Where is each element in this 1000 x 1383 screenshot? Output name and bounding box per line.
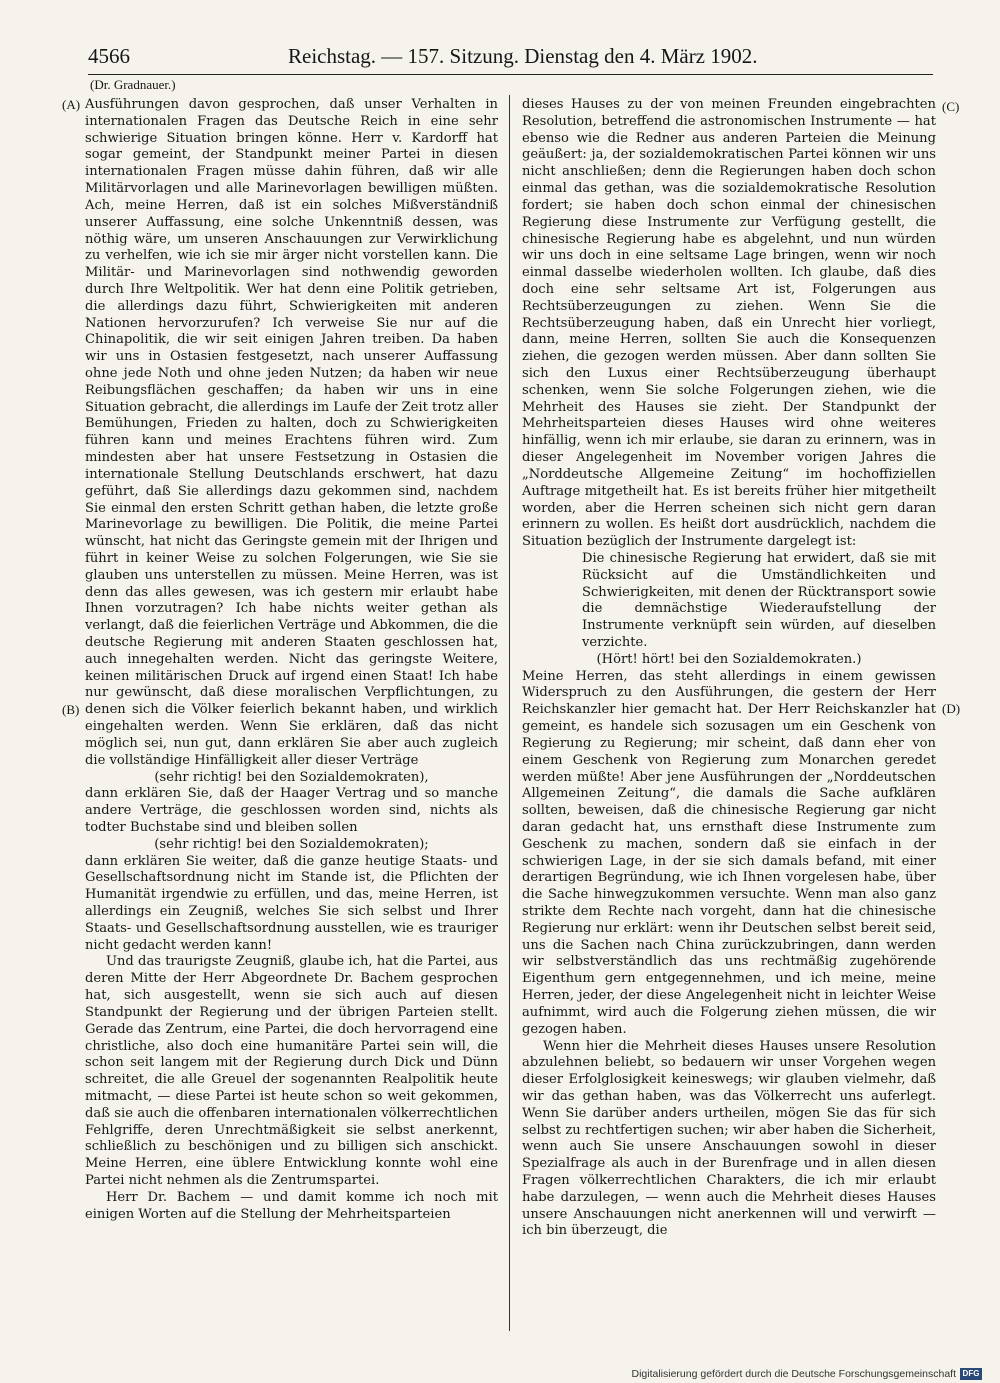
interjection: (sehr richtig! bei den Sozialdemokraten), bbox=[154, 769, 429, 785]
margin-marker-a: (A) bbox=[62, 97, 81, 112]
paragraph: Wenn hier die Mehrheit dieses Hauses unsere Resolution abzulehnen beliebt, so bedauern wir unser Vorgehen wegen dieser Erfolglosigkeit keineswegs; wir glauben vielmehr, daß wir das gethan haben, was das Völkerrecht uns auferlegt. Wenn Sie darüber anders urtheilen, mögen Sie das für sich selbst zu rechtfertigen suchen; wir aber haben die Sicherheit, wenn auch Sie unsere Anschauungen sowohl in dieser Spezialfrage als auch in der Burenfrage und in allen diesen Fragen völkerrechtlichen Charakters, die ich mir erlaubt habe darzulegen, — wenn auch die Mehrheit dieses Hauses unsere Anschauungen nicht anerkennen will und verwirft — ich bin überzeugt, die bbox=[522, 1038, 936, 1239]
margin-marker-b: (B) bbox=[62, 702, 80, 717]
paragraph: Meine Herren, das steht allerdings in einem gewissen Widerspruch zu den Ausführungen, die gestern der Herr Reichskanzler hier gemacht hat. Der Herr Reichskanzler hat gemeint, es handele sich sozusagen um ein Geschenk von Regierung zu Regierung; mir scheint, daß dann eher von einem Geschenk von Regierung zum Monarchen geredet werden müßte! Aber jene Ausführungen der „Norddeutschen Allgemeinen Zeitung“, die damals die Sache aufklären sollten, beweisen, daß die chinesische Regierung gar nicht daran gedacht hat, uns ernsthaft diese Instrumente zum Geschenk zu machen, sondern daß sie einfach in der schwierigen Lage, in der sie sich damals befand, mit einer derartigen Begründung, wie ich Ihnen vorgelesen habe, über die Sache hinwegzukommen versuchte. Wenn man also ganz strikte dem Rechte nach vorgeht, dann hat die chinesische Regierung nur erklärt: wenn ihr Deutschen selbst bereit seid, uns die Sachen nach China zurückzubringen, dann werden wir selbstverständlich das uns rechtmäßig zugehörende Eigenthum gern entgegennehmen, und ich meine, meine Herren, jeder, der diese Angelegenheit nicht in leichter Weise aufnimmt, wird auch die Folgerung ziehen müssen, die wir gezogen haben. bbox=[522, 668, 936, 1037]
left-column bbox=[85, 97, 498, 1223]
interjection: (sehr richtig! bei den Sozialdemokraten); bbox=[154, 836, 429, 852]
dfg-logo-icon: DFG bbox=[960, 1368, 982, 1380]
running-head: Reichstag. — 157. Sitzung. Dienstag den 4. März 1902. bbox=[288, 44, 758, 68]
speaker-label: (Dr. Gradnauer.) bbox=[90, 77, 176, 92]
footer-text: Digitalisierung gefördert durch die Deutsche Forschungsgemeinschaft bbox=[631, 1367, 956, 1380]
column-divider bbox=[509, 95, 510, 1331]
paragraph: Herr Dr. Bachem — und damit komme ich noch mit einigen Worten auf die Stellung der Mehrheitsparteien bbox=[85, 1189, 498, 1222]
paragraph: dieses Hauses zu der von meinen Freunden eingebrachten Resolution, betreffend die astronomischen Instrumente — hat ebenso wie die Redner aus anderen Parteien die Meinung geäußert: ja, der sozialdemokratischen Partei können wir uns nicht anschließen; denn die Regierungen haben doch schon einmal das gethan, was die sozialdemokratische Resolution fordert; sie haben doch schon einmal der chinesischen Regierung diese Instrumente zur Verfügung gestellt, die chinesische Regierung habe es abgelehnt, und nun würden wir uns doch in eine seltsame Lage bringen, wenn wir noch einmal dasselbe wiederholen wollten. Ich glaube, daß dies doch eine sehr seltsame Art ist, Folgerungen aus Rechtsüberzeugungen zu ziehen. Wenn Sie die Rechtsüberzeugung haben, daß ein Unrecht hier vorliegt, dann, meine Herren, sollten Sie auch die Konsequenzen ziehen, die gezogen werden müssen. Aber dann sollten Sie sich den Luxus einer Rechtsüberzeugung überhaupt schenken, wenn Sie solche Folgerungen ziehen, wie die Mehrheit des Hauses sie zieht. Der Standpunkt der Mehrheitsparteien dieses Hauses wird ohne weiteres hinfällig, wenn ich mir erlaube, sie daran zu erinnern, was in dieser Angelegenheit im November vorigen Jahres die „Norddeutsche Allgemeine Zeitung“ im hochoffiziellen Auftrage mitgetheilt hat. Es ist bereits früher hier mitgetheilt worden, aber die Herren scheinen sich nicht gern daran erinnern zu wollen. Es heißt dort ausdrücklich, nachdem die Situation bezüglich der Instrumente dargelegt ist: bbox=[522, 97, 936, 550]
paragraph: Und das traurigste Zeugniß, glaube ich, hat die Partei, aus deren Mitte der Herr Abgeordnete Dr. Bachem gesprochen hat, sich ausgestellt, wenn sie sich auch auf diesen Standpunkt der Regierung und der übrigen Parteien stellt. Gerade das Zentrum, eine Partei, die doch hervorragend eine christliche, also doch eine humanitäre Partei sein will, die schon seit langem mit der Regierung durch Dick und Dünn schreitet, die alle Greuel der sogenannten Realpolitik heute mitmacht, — diese Partei ist heute schon so weit gekommen, daß sie auch die offenbaren internationalen völkerrechtlichen Fehlgriffe, deren Unrechtmäßigkeit sie selbst anerkennt, schließlich zu beschönigen und zu billigen sich anschickt. Meine Herren, eine üblere Entwicklung konnte wohl eine Partei nicht nehmen als die Zentrumspartei. bbox=[85, 954, 498, 1188]
footer-credit bbox=[631, 1366, 982, 1381]
interjection: (Hört! hört! bei den Sozialdemokraten.) bbox=[596, 651, 862, 667]
right-column bbox=[522, 97, 936, 1240]
margin-marker-d: (D) bbox=[942, 701, 961, 716]
margin-marker-c: (C) bbox=[942, 99, 960, 114]
block-quote: Die chinesische Regierung hat erwidert, daß sie mit Rücksicht auf die Umständlichkeiten und Schwierigkeiten, mit denen der Rücktransport sowie die demnächstige Wiederaufstellung der Instrumente verknüpft sein würden, auf dieselben verzichte. bbox=[582, 550, 936, 650]
paragraph: dann erklären Sie weiter, daß die ganze heutige Staats- und Gesellschaftsordnung nicht im Stande ist, die Pflichten der Humanität irgendwie zu erfüllen, und das, meine Herren, ist allerdings ein Zeugniß, welches Sie sich selbst und Ihrer Staats- und Gesellschaftsordnung ausstellen, wie es trauriger nicht gedacht werden kann! bbox=[85, 853, 498, 953]
paragraph: Ausführungen davon gesprochen, daß unser Verhalten in internationalen Fragen das Deutsche Reich in eine sehr schwierige Situation bringen könne. Herr v. Kardorff hat sogar gemeint, der Standpunkt meiner Partei in diesen internationalen Fragen müsse dahin führen, daß wir alle Militärvorlagen und alle Marinevorlagen bewilligen müßten. Ach, meine Herren, daß ist ein solches Mißverständniß unserer Auffassung, eine solche Unkenntniß dessen, was nöthig wäre, um unseren Anschauungen zur Verwirklichung zu verhelfen, wie ich sie mir ärger nicht vorstellen kann. Die Militär- und Marinevorlagen sind nothwendig geworden durch Ihre Weltpolitik. Wer hat denn eine Politik getrieben, die allerdings dazu führt, Schwierigkeiten mit anderen Nationen hervorzurufen? Ich verweise Sie nur auf die Chinapolitik, die wir seit einigen Jahren treiben. Da haben wir uns in Ostasien festgesetzt, nach unserer Auffassung ohne jede Noth und ohne jeden Nutzen; da haben wir neue Reibungsflächen geschaffen; da haben wir uns in eine Situation gebracht, die allerdings im Laufe der Zeit trotz aller Bemühungen, Frieden zu halten, doch zu Schwierigkeiten führen kann und meines Erachtens führen wird. Zum mindesten aber hat unsere Festsetzung in Ostasien die internationale Stellung Deutschlands erschwert, hat dazu geführt, daß Sie allerdings dazu gekommen sind, nachdem Sie einmal den ersten Schritt gethan haben, die letzte große Marinevorlage zu bewilligen. Die Politik, die meine Partei wünscht, hat nicht das Geringste gemein mit der Ihrigen und führt in keiner Weise zu solchen Folgerungen, wie Sie sie glauben uns unterstellen zu müssen. Meine Herren, was ist denn das alles gewesen, was ich gestern mir erlaubt habe Ihnen vorzutragen? Ich habe nichts weiter gethan als verlangt, daß die feierlichen Verträge und Abkommen, die die deutsche Regierung mit anderen Staaten geschlossen hat, auch innegehalten werden. Nicht das geringste Weitere, keinen militärischen Druck auf irgend einen Staat! Ich habe nur gewünscht, daß diese moralischen Verpflichtungen, zu denen sich die Völker feierlich bekannt haben, und wirklich eingehalten werden. Wenn Sie erklären, daß das nicht möglich sei, nun gut, dann erklären Sie aber auch zugleich die vollständige Hinfälligkeit aller dieser Verträge bbox=[85, 97, 498, 768]
page-number: 4566 bbox=[88, 44, 130, 68]
page-header bbox=[88, 44, 933, 75]
paragraph: dann erklären Sie, daß der Haager Vertrag und so manche andere Verträge, die geschlossen worden sind, nichts als todter Buchstabe sind und bleiben sollen bbox=[85, 786, 498, 835]
